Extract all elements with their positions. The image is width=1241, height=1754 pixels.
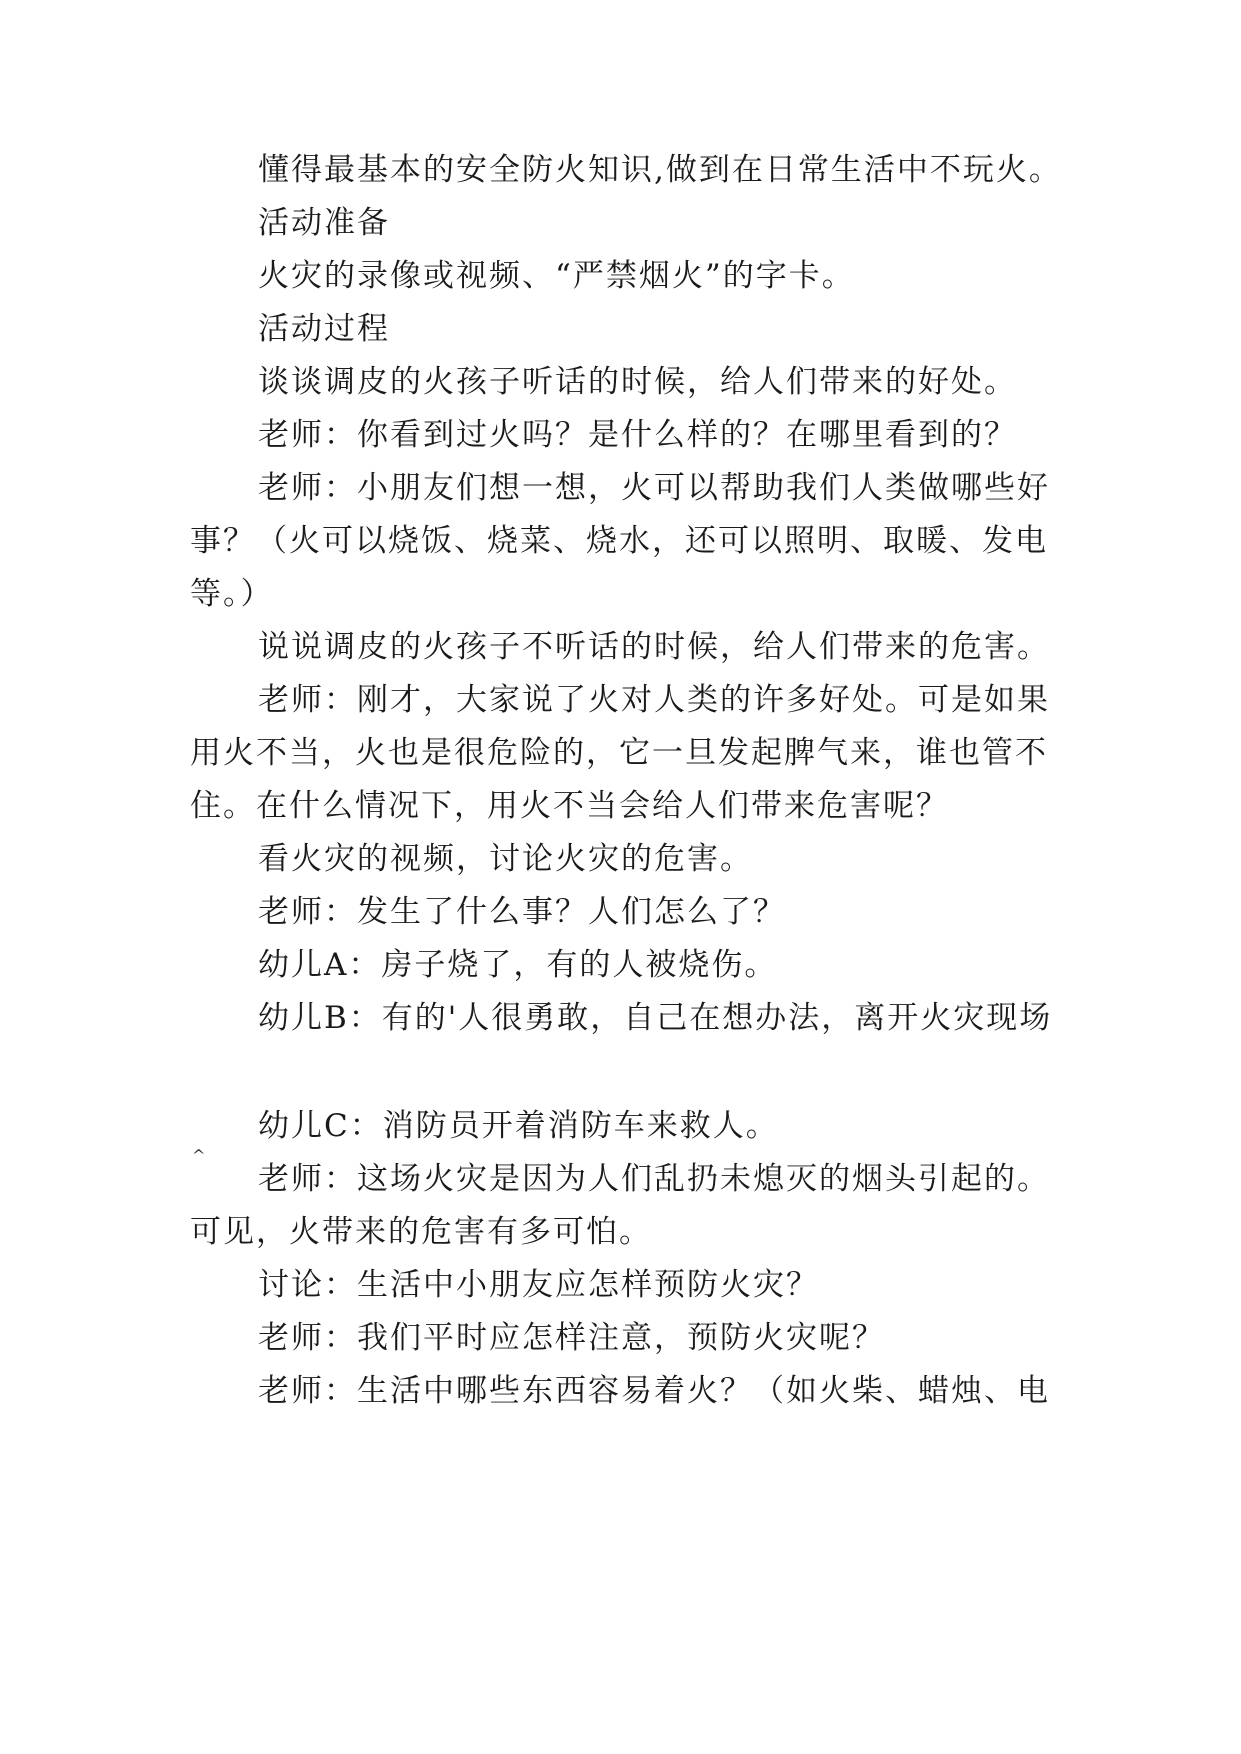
paragraph-line: 谈谈调皮的火孩子听话的时候，给人们带来的好处。 xyxy=(258,364,1017,400)
paragraph-line: 老师：刚才，大家说了火对人类的许多好处。可是如果 xyxy=(258,682,1050,718)
paragraph-line: 火灾的录像或视频、“严禁烟火”的字卡。 xyxy=(258,258,855,294)
section-heading-preparation: 活动准备 xyxy=(258,205,390,241)
paragraph-line: 住。在什么情况下，用火不当会给人们带来危害呢？ xyxy=(190,788,949,824)
paragraph-line: 老师：你看到过火吗？是什么样的？在哪里看到的？ xyxy=(258,417,1017,453)
paragraph-line: 讨论：生活中小朋友应怎样预防火灾？ xyxy=(258,1267,819,1303)
paragraph-line: 等。） xyxy=(190,576,274,612)
paragraph-line: 幼儿B：有的'人很勇敢，自己在想办法，离开火灾现场 xyxy=(258,1000,1053,1036)
paragraph-line: 看火灾的视频，讨论火灾的危害。 xyxy=(258,841,753,877)
paragraph-line: 老师：我们平时应怎样注意，预防火灾呢？ xyxy=(258,1320,885,1356)
paragraph-line: 老师：生活中哪些东西容易着火？（如火柴、蜡烛、电 xyxy=(258,1373,1050,1409)
paragraph-line: 幼儿C：消防员开着消防车来救人。 xyxy=(258,1108,779,1144)
paragraph-line: 说说调皮的火孩子不听话的时候，给人们带来的危害。 xyxy=(258,629,1050,665)
paragraph-line: 幼儿A：房子烧了，有的人被烧伤。 xyxy=(258,947,778,983)
paragraph-line: 老师：发生了什么事？人们怎么了？ xyxy=(258,894,786,930)
paragraph-line: 可见，火带来的危害有多可怕。 xyxy=(190,1214,652,1250)
paragraph-line: 老师：这场火灾是因为人们乱扔未熄灭的烟头引起的。 xyxy=(258,1161,1050,1197)
paragraph-line: 懂得最基本的安全防火知识,做到在日常生活中不玩火。 xyxy=(258,152,1062,188)
paragraph-line: 老师：小朋友们想一想，火可以帮助我们人类做哪些好 xyxy=(258,470,1050,506)
paragraph-line: 用火不当，火也是很危险的，它一旦发起脾气来，谁也管不 xyxy=(190,735,1048,771)
stray-caret-mark: ^ xyxy=(192,1146,206,1165)
paragraph-line: 事？（火可以烧饭、烧菜、烧水，还可以照明、取暖、发电 xyxy=(190,523,1048,559)
section-heading-process: 活动过程 xyxy=(258,311,390,347)
